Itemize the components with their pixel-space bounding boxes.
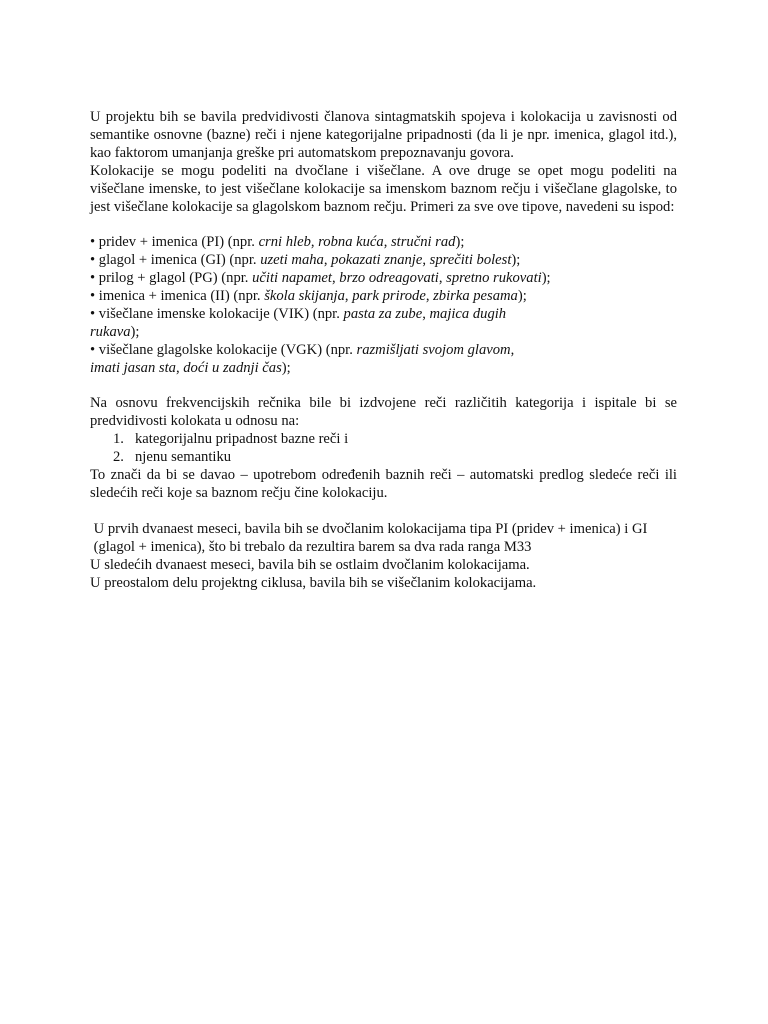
item-number: 2. [113,449,124,466]
closing: ); [281,359,291,376]
separator: , [383,234,391,251]
bullet-icon: • [90,234,96,251]
example: pasta za zube [343,305,423,322]
example: škola skijanja [264,288,345,305]
example: imati jasan sta [90,359,176,376]
item-number: 1. [113,431,124,448]
type-label: višečlane imenske kolokacije (VIK) (npr. [98,305,344,322]
example: učiti napamet [252,270,332,287]
criteria-list [90,431,677,467]
closing: ); [455,234,465,251]
type-label: glagol + imenica (GI) (npr. [98,252,261,269]
blank-line [90,378,677,396]
type-label: imenica + imenica (II) (npr. [98,288,265,305]
example: majica dugih rukava [90,305,507,340]
example: crni hleb [258,234,311,251]
bullet-icon: • [90,252,96,269]
example: uzeti maha [260,252,324,269]
example: zbirka pesama [433,288,518,305]
plan-line-2: (glagol + imenica), što bi trebalo da rezultira barem sa dva rada ranga M33 [90,538,532,555]
separator: , [422,305,430,322]
blank-line [90,216,677,234]
item-text: kategorijalnu pripadnost bazne reči i [135,431,349,448]
list-item [90,252,677,270]
bullet-icon: • [90,305,96,322]
list-item [90,342,530,378]
list-item [90,306,530,342]
bullet-icon: • [90,270,96,287]
example: park prirode [352,288,426,305]
separator: , [425,288,434,305]
item-text: njenu semantiku [135,449,232,466]
separator: , [438,270,447,287]
example: spretno rukovati [446,270,542,287]
separator: , [510,341,515,358]
plan-line-1: U prvih dvanaest meseci, bavila bih se dvočlanim kolokacijama tipa PI (pridev + imenica) i GI [90,520,648,537]
bullet-icon: • [90,341,96,358]
example: sprečiti bolest [429,252,512,269]
closing: ); [511,252,521,269]
type-label: višečlane glagolske kolokacije (VGK) (npr. [98,341,357,358]
separator: , [175,359,184,376]
example: robna kuća [318,234,384,251]
example: brzo odreagovati [339,270,439,287]
conclusion-paragraph: To znači da bi se davao – upotrebom određenih baznih reči – automatski predlog sledeće reči ili sledećih reči koje sa baznom rečju čine kolokaciju. [90,467,677,501]
separator: , [310,234,319,251]
separator: , [344,288,353,305]
bullet-icon: • [90,288,96,305]
intro-paragraph-2: Kolokacije se mogu podeliti na dvočlane i višečlane. A ove druge se opet mogu podeliti na višečlane imenske, to jest višečlane kolokacije sa imenskom baznom rečju i višečlane glagolske, to jest višečlane kolokacije sa glagolskom baznom rečju. Primeri za sve ove tipove, navedeni su ispod: [90,162,677,215]
blank-line [90,503,677,521]
plan-line-4: U preostalom delu projektng ciklusa, bavila bih se višečlanim kolokacijama. [90,574,537,591]
plan-line-3: U sledećih dvanaest meseci, bavila bih se ostlaim dvočlanim kolokacijama. [90,556,530,573]
separator: , [422,252,430,269]
collocation-types-list [90,234,677,377]
list-item [90,431,677,449]
closing: ); [541,270,551,287]
example: razmišljati svojom glavom [356,341,511,358]
closing: ); [517,288,527,305]
example: pokazati znanje [331,252,423,269]
separator: , [331,270,340,287]
list-item [90,449,677,467]
example: doći u zadnji čas [183,359,282,376]
type-label: pridev + imenica (PI) (npr. [98,234,259,251]
analysis-paragraph: Na osnovu frekvencijskih rečnika bile bi izdvojene reči različitih kategorija i ispitale bi se predvidivosti kolokata u odnosu na: [90,395,677,430]
closing: ); [130,323,140,340]
intro-paragraph-1: U projektu bih se bavila predvidivosti članova sintagmatskih spojeva i kolokacija u zavisnosti od semantike osnovne (bazne) reči i njene kategorijalne pripadnosti (da li je npr. imenica, glagol itd.), kao faktorom umanjanja greške pri automatskom prepoznavanju govora. [90,109,677,161]
list-item [90,234,677,252]
example: stručni rad [391,234,456,251]
type-label: prilog + glagol (PG) (npr. [98,270,253,287]
list-item [90,270,677,288]
document-body [90,109,677,592]
list-item [90,288,677,306]
separator: , [323,252,332,269]
